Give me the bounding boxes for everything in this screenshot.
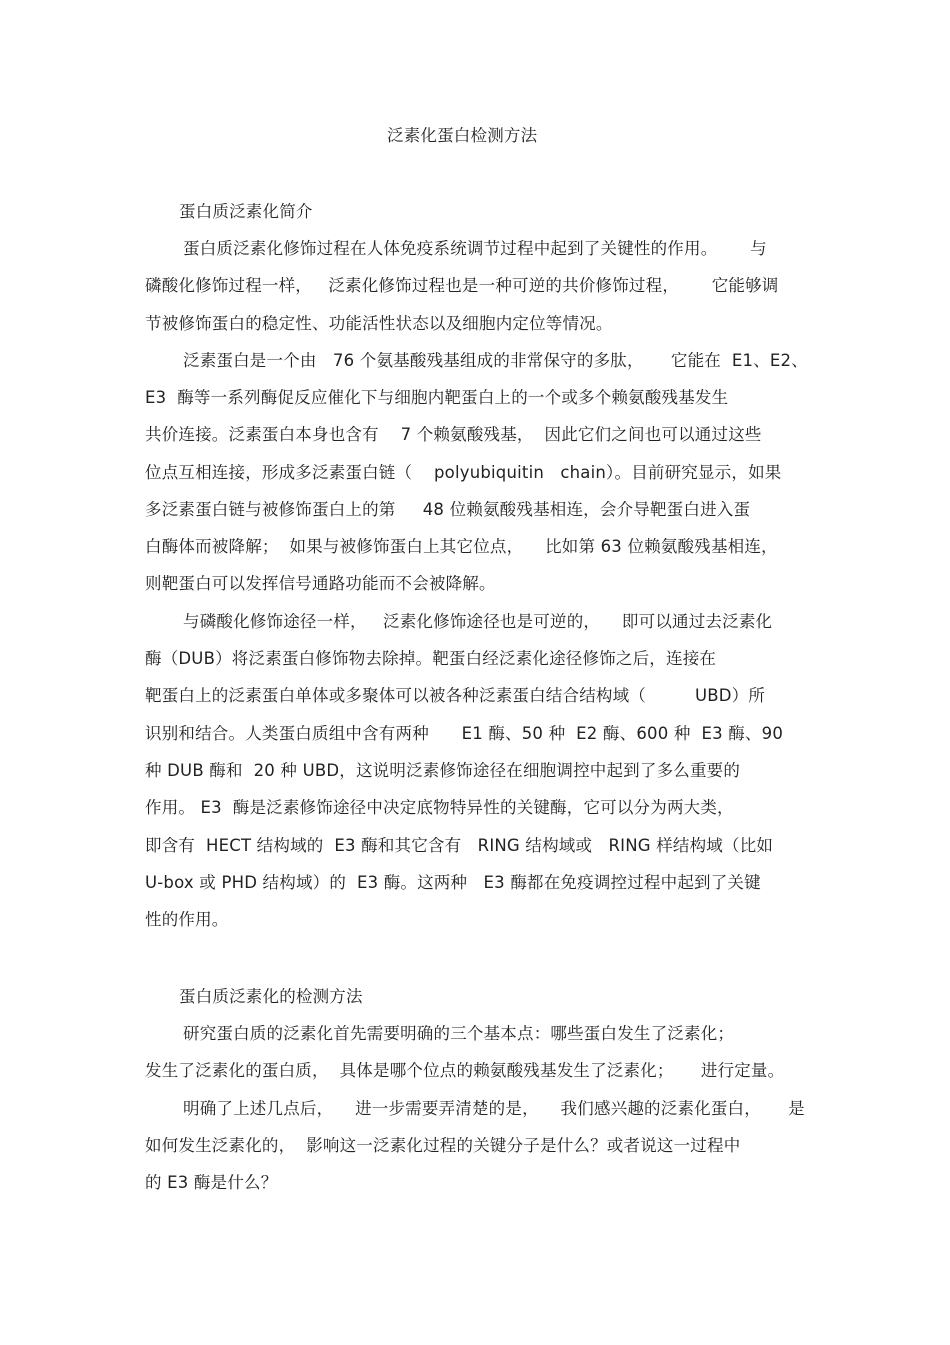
paragraph-line: 即含有 HECT 结构域的 E3 酶和其它含有 RING 结构域或 RING 样结构域（比如 — [145, 836, 774, 855]
paragraph-line: 识别和结合。人类蛋白质组中含有两种 E1 酶、50 种 E2 酶、600 种 E3 酶、90 — [145, 724, 784, 743]
paragraph-line: 种 DUB 酶和 20 种 UBD，这说明泛素修饰途径在细胞调控中起到了多么重要的 — [145, 761, 741, 780]
paragraph-line: 研究蛋白质的泛素化首先需要明确的三个基本点：哪些蛋白发生了泛素化； — [183, 1024, 735, 1043]
paragraph-line: E3 酶等一系列酶促反应催化下与细胞内靶蛋白上的一个或多个赖氨酸残基发生 — [145, 388, 729, 407]
paragraph-line: 靶蛋白上的泛素蛋白单体或多聚体可以被各种泛素蛋白结合结构域（ UBD）所 — [145, 686, 766, 705]
paragraph-line: 磷酸化修饰过程一样， 泛素化修饰过程也是一种可逆的共价修饰过程， 它能够调 — [145, 276, 779, 295]
paragraph-line: 蛋白质泛素化修饰过程在人体免疫系统调节过程中起到了关键性的作用。 与 — [183, 239, 767, 258]
paragraph-line: 位点互相连接，形成多泛素蛋白链（ polyubiquitin chain）。目前研究显示，如果 — [145, 463, 782, 482]
paragraph-line: 作用。 E3 酶是泛素修饰途径中决定底物特异性的关键酶，它可以分为两大类， — [145, 798, 734, 817]
paragraph-line: 发生了泛素化的蛋白质， 具体是哪个位点的赖氨酸残基发生了泛素化； 进行定量。 — [145, 1061, 785, 1080]
paragraph-line: 节被修饰蛋白的稳定性、功能活性状态以及细胞内定位等情况。 — [145, 314, 613, 333]
document-title: 泛素化蛋白检测方法 — [387, 126, 538, 145]
paragraph-line: 明确了上述几点后， 进一步需要弄清楚的是， 我们感兴趣的泛素化蛋白， 是 — [183, 1099, 805, 1118]
paragraph-line: 泛素蛋白是一个由 76 个氨基酸残基组成的非常保守的多肽， 它能在 E1、E2、 — [183, 351, 808, 370]
paragraph-line: U-box 或 PHD 结构域）的 E3 酶。这两种 E3 酶都在免疫调控过程中起到了关键 — [145, 873, 761, 892]
paragraph-line: 则靶蛋白可以发挥信号通路功能而不会被降解。 — [145, 574, 496, 593]
section-heading-methods: 蛋白质泛素化的检测方法 — [179, 987, 363, 1006]
paragraph-line: 共价连接。泛素蛋白本身也含有 7 个赖氨酸残基， 因此它们之间也可以通过这些 — [145, 425, 762, 444]
paragraph-line: 性的作用。 — [145, 910, 229, 929]
paragraph-line: 白酶体而被降解； 如果与被修饰蛋白上其它位点， 比如第 63 位赖氨酸残基相连， — [145, 537, 778, 556]
paragraph-line: 酶（DUB）将泛素蛋白修饰物去除掉。靶蛋白经泛素化途径修饰之后，连接在 — [145, 649, 717, 668]
paragraph-line: 如何发生泛素化的， 影响这一泛素化过程的关键分子是什么？或者说这一过程中 — [145, 1136, 741, 1155]
paragraph-line: 与磷酸化修饰途径一样， 泛素化修饰途径也是可逆的， 即可以通过去泛素化 — [183, 612, 773, 631]
paragraph-line: 多泛素蛋白链与被修饰蛋白上的第 48 位赖氨酸残基相连，会介导靶蛋白进入蛋 — [145, 500, 751, 519]
section-heading-intro: 蛋白质泛素化简介 — [179, 202, 313, 221]
paragraph-line: 的 E3 酶是什么？ — [145, 1173, 278, 1192]
